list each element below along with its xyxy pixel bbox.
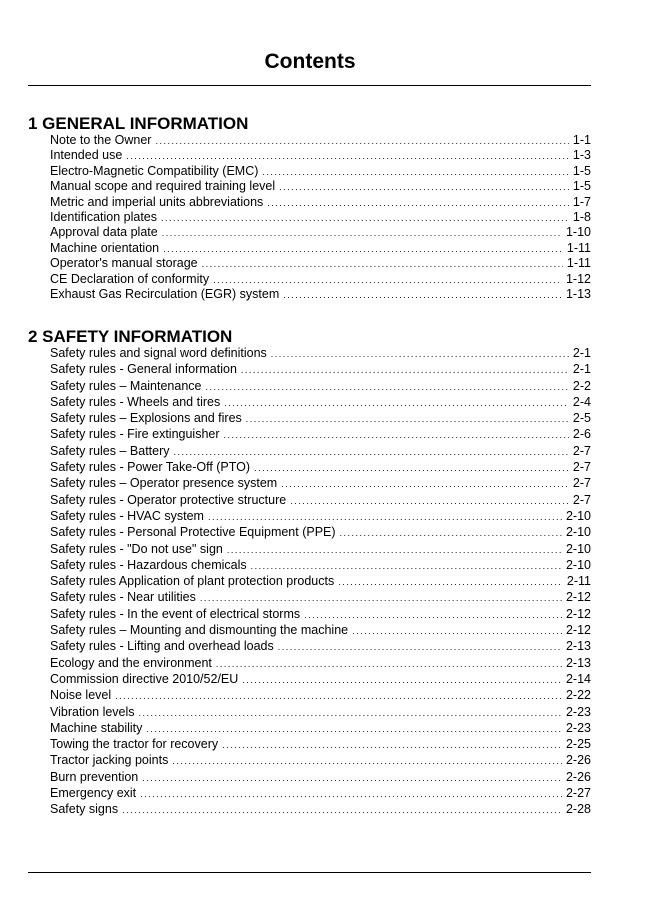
toc-entry-label: Burn prevention [50, 769, 139, 784]
dot-leader [271, 349, 569, 359]
toc-entry-label: Safety rules – Mounting and dismounting the machine [50, 623, 349, 638]
toc-entry-page: 2-1 [572, 362, 591, 377]
page-title: Contents [264, 50, 356, 73]
bottom-divider [28, 872, 591, 873]
dot-leader [162, 228, 562, 238]
toc-entry-page: 2-2 [572, 378, 591, 393]
toc-entry-page: 1-1 [572, 133, 591, 147]
toc-entry-page: 2-12 [565, 606, 591, 621]
toc-entry-label: Vibration levels [50, 704, 135, 719]
toc-entry-page: 2-7 [572, 492, 591, 507]
toc-entry[interactable] [50, 164, 591, 179]
section-title: 1 GENERAL INFORMATION [28, 114, 249, 133]
dot-leader [155, 136, 568, 146]
toc-entry[interactable] [50, 241, 591, 256]
toc-entry-label: Safety rules – Operator presence system [50, 476, 278, 491]
toc-entry-page: 2-10 [565, 557, 591, 572]
dot-leader [283, 290, 562, 300]
toc-entry[interactable] [50, 379, 591, 395]
toc-entry[interactable] [50, 179, 591, 194]
toc-entry[interactable] [50, 786, 591, 802]
toc-entry-page: 2-7 [572, 476, 591, 491]
dot-leader [278, 642, 562, 652]
dot-leader [139, 708, 562, 718]
toc-entry-page: 2-23 [565, 704, 591, 719]
toc-entry-page: 1-8 [572, 209, 591, 224]
toc-entry-page: 1-3 [572, 148, 591, 163]
toc-entry-page: 2-12 [565, 590, 591, 605]
toc-entries [50, 133, 591, 302]
toc-entry[interactable] [50, 509, 591, 525]
toc-entry[interactable] [50, 287, 591, 302]
toc-entry-label: Operator's manual storage [50, 256, 198, 271]
toc-entry[interactable] [50, 688, 591, 704]
toc-entry-label: Approval data plate [50, 225, 158, 240]
toc-entry-page: 1-7 [572, 194, 591, 209]
toc-entry-page: 1-13 [565, 286, 591, 301]
toc-entry[interactable] [50, 639, 591, 655]
toc-entry-label: Metric and imperial units abbreviations [50, 194, 264, 209]
dot-leader [242, 675, 562, 685]
toc-entry-label: Safety rules - Near utilities [50, 590, 196, 605]
toc-entry-label: Safety rules – Maintenance [50, 378, 202, 393]
toc-entry[interactable] [50, 133, 591, 148]
toc-entry-label: Machine stability [50, 720, 143, 735]
dot-leader [172, 756, 562, 766]
toc-entry-page: 2-27 [565, 786, 591, 801]
toc-entry-label: Safety rules - Hazardous chemicals [50, 557, 247, 572]
toc-entry-label: Safety rules - In the event of electrical storms [50, 606, 301, 621]
toc-entry-page: 2-5 [572, 411, 591, 426]
toc-entry[interactable] [50, 737, 591, 753]
toc-entry-page: 2-6 [572, 427, 591, 442]
toc-entry[interactable] [50, 802, 591, 818]
toc-entry[interactable] [50, 607, 591, 623]
toc-entry[interactable] [50, 770, 591, 786]
dot-leader [254, 463, 569, 473]
toc-entry-page: 2-13 [565, 655, 591, 670]
dot-leader [146, 724, 562, 734]
toc-entry-label: Safety rules - Fire extinguisher [50, 427, 220, 442]
dot-leader [213, 275, 562, 285]
toc-entry[interactable] [50, 225, 591, 240]
toc-entry[interactable] [50, 460, 591, 476]
toc-entry[interactable] [50, 672, 591, 688]
dot-leader [222, 740, 562, 750]
toc-entry[interactable] [50, 705, 591, 721]
section-general-information [28, 114, 591, 302]
dot-leader [224, 398, 569, 408]
dot-leader [224, 430, 569, 440]
toc-entry-label: Safety rules - HVAC system [50, 508, 204, 523]
toc-entry-page: 2-23 [565, 720, 591, 735]
toc-entry-label: Safety rules - General information [50, 362, 237, 377]
dot-leader [267, 198, 569, 208]
toc-entry-page: 2-26 [565, 769, 591, 784]
toc-entry-label: Safety rules Application of plant protection products [50, 574, 335, 589]
toc-entry-page: 2-25 [565, 737, 591, 752]
toc-entry-label: Safety rules – Battery [50, 443, 170, 458]
dot-leader [338, 577, 563, 587]
toc-entry-label: Safety rules - Operator protective structure [50, 492, 287, 507]
toc-entry-page: 2-7 [572, 443, 591, 458]
toc-entry-page: 2-14 [565, 671, 591, 686]
section-safety-information [28, 327, 591, 819]
dot-leader [241, 365, 569, 375]
toc-entry-label: Safety signs [50, 802, 119, 817]
dot-leader [246, 414, 569, 424]
toc-entry-page: 2-13 [565, 639, 591, 654]
toc-entry-label: Manual scope and required training level [50, 179, 276, 194]
toc-entry[interactable] [50, 346, 591, 362]
toc-entry-page: 1-11 [566, 256, 591, 271]
toc-entry[interactable] [50, 493, 591, 509]
dot-leader [161, 213, 569, 223]
toc-entry-page: 1-12 [565, 271, 591, 286]
toc-entry[interactable] [50, 395, 591, 411]
toc-entry[interactable] [50, 256, 591, 271]
toc-entry-page: 2-22 [565, 688, 591, 703]
dot-leader [200, 593, 562, 603]
toc-entry-label: Note to the Owner [50, 133, 152, 147]
toc-entry-page: 1-5 [572, 179, 591, 194]
dot-leader [115, 691, 562, 701]
toc-entry[interactable] [50, 525, 591, 541]
dot-leader [262, 167, 569, 177]
dot-leader [208, 512, 562, 522]
toc-entry-label: Safety rules - Power Take-Off (PTO) [50, 460, 251, 475]
toc-entry-label: CE Declaration of conformity [50, 271, 210, 286]
toc-entry-page: 1-10 [565, 225, 591, 240]
toc-entry[interactable] [50, 476, 591, 492]
toc-entry[interactable] [50, 444, 591, 460]
toc-entry-page: 2-12 [565, 623, 591, 638]
toc-entry-page: 2-11 [566, 574, 591, 589]
toc-entry[interactable] [50, 542, 591, 558]
toc-entry-label: Safety rules - Lifting and overhead loads [50, 639, 274, 654]
dot-leader [251, 561, 562, 571]
dot-leader [205, 382, 568, 392]
dot-leader [126, 151, 569, 161]
dot-leader [281, 479, 569, 489]
dot-leader [290, 496, 569, 506]
toc-entry-label: Machine orientation [50, 240, 160, 255]
toc-entry-page: 2-7 [572, 460, 591, 475]
toc-entry[interactable] [50, 574, 591, 590]
toc-entry[interactable] [50, 210, 591, 225]
toc-entry[interactable] [50, 721, 591, 737]
dot-leader [279, 182, 569, 192]
toc-entry-page: 2-4 [572, 394, 591, 409]
toc-entry-label: Emergency exit [50, 786, 137, 801]
toc-entry-page: 1-11 [566, 240, 591, 255]
dot-leader [122, 805, 562, 815]
toc-entry-label: Safety rules - Personal Protective Equipment (PPE) [50, 525, 336, 540]
toc-entry-page: 2-10 [565, 508, 591, 523]
toc-entry-label: Safety rules - "Do not use" sign [50, 541, 223, 556]
toc-entry-page: 2-26 [565, 753, 591, 768]
toc-entry[interactable] [50, 411, 591, 427]
toc-entry-label: Ecology and the environment [50, 655, 212, 670]
toc-entry[interactable] [50, 590, 591, 606]
dot-leader [216, 659, 562, 669]
toc-entry-label: Commission directive 2010/52/EU [50, 671, 239, 686]
toc-entry-label: Electro-Magnetic Compatibility (EMC) [50, 163, 259, 178]
toc-entry-label: Safety rules and signal word definitions [50, 346, 267, 360]
toc-entry[interactable] [50, 195, 591, 210]
dot-leader [174, 447, 569, 457]
toc-entry[interactable] [50, 753, 591, 769]
toc-entry-label: Identification plates [50, 209, 158, 224]
toc-entry[interactable] [50, 558, 591, 574]
toc-entry-label: Intended use [50, 148, 123, 163]
toc-entries [50, 346, 591, 819]
section-title: 2 SAFETY INFORMATION [28, 327, 233, 346]
dot-leader [163, 244, 563, 254]
toc-entry-page: 2-10 [565, 525, 591, 540]
dot-leader [142, 773, 562, 783]
toc-entry-label: Safety rules – Explosions and fires [50, 411, 242, 426]
toc-entry-page: 2-28 [565, 802, 591, 817]
toc-entry[interactable] [50, 427, 591, 443]
toc-entry-label: Safety rules - Wheels and tires [50, 394, 221, 409]
toc-entry-label: Towing the tractor for recovery [50, 737, 219, 752]
dot-leader [227, 545, 562, 555]
toc-entry-page: 2-1 [572, 346, 591, 360]
toc-entry[interactable] [50, 272, 591, 287]
dot-leader [140, 789, 562, 799]
toc-entry-page: 1-5 [572, 163, 591, 178]
toc-entry-label: Exhaust Gas Recirculation (EGR) system [50, 286, 280, 301]
dot-leader [352, 626, 562, 636]
toc-entry-page: 2-10 [565, 541, 591, 556]
dot-leader [202, 259, 563, 269]
toc-entry[interactable] [50, 623, 591, 639]
dot-leader [304, 610, 562, 620]
top-divider [28, 85, 591, 86]
dot-leader [340, 528, 562, 538]
toc-entry[interactable] [50, 362, 591, 378]
toc-entry[interactable] [50, 148, 591, 163]
toc-entry-label: Noise level [50, 688, 112, 703]
toc-entry[interactable] [50, 656, 591, 672]
toc-entry-label: Tractor jacking points [50, 753, 169, 768]
